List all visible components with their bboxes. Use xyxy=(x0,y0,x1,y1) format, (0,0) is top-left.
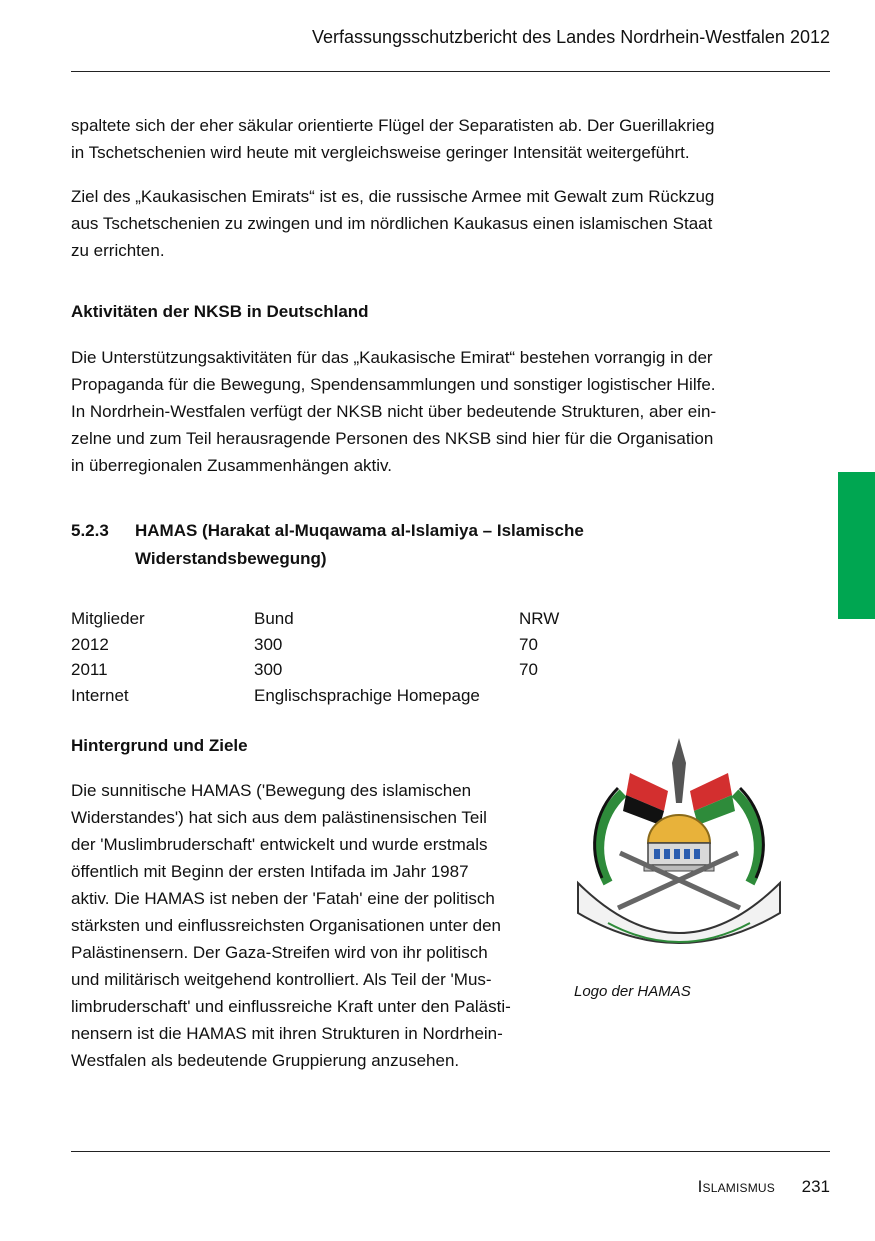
nksb-paragraph: Die Unterstützungsaktivitäten für das „Kaukasische Emirat“ bestehen vorrangig in der Propaganda für die Bewegung, Spendensammlungen und sonstiger logistischer Hilfe. In Nordrhein-Westfalen verfügt der NKSB nicht über bedeutende Strukturen, aber ein- zelne und zum Teil herausragende Personen des NKSB sind hier für die Organisation in überregionalen Zusammenhängen aktiv. xyxy=(71,348,717,475)
table-cell: Englischsprachige Homepage xyxy=(254,685,480,705)
table-cell: Internet xyxy=(71,685,129,705)
footer-chapter-label: Islamismus xyxy=(697,1177,775,1196)
table-header-cell: NRW xyxy=(519,609,560,628)
section-title: HAMAS (Harakat al-Muqawama al-Islamiya – Islamische Widerstandsbewegung) xyxy=(135,521,584,568)
page-number: 231 xyxy=(801,1177,830,1196)
table-cell: 70 xyxy=(519,634,538,654)
intro-paragraph-1: spaltete sich der eher säkular orientierte Flügel der Separatisten ab. Der Guerillakrieg in Tschetschenien wird heute mit vergleichsweise geringer Intensität weitergeführt. xyxy=(71,116,715,162)
logo-caption: Logo der HAMAS xyxy=(574,983,691,1000)
chapter-tab-marker xyxy=(838,472,875,619)
table-cell: 70 xyxy=(519,660,538,679)
table-header-cell: Bund xyxy=(254,609,294,628)
hamas-logo-image xyxy=(568,733,790,965)
background-paragraph: Die sunnitische HAMAS ('Bewegung des islamischen Widerstandes') hat sich aus dem palästinensischen Teil der 'Muslimbruderschaft' entwickelt und wurde erstmals öffentlich mit Beginn der ersten Intifada im Jahr 1987 aktiv. Die HAMAS ist neben der 'Fatah' eine der politisch stärksten und einflussreichsten Organisationen unter den Palästinensern. Der Gaza-Streifen wird von ihr politisch und militärisch weitgehend kontrolliert. Als Teil der 'Mus- limbruderschaft' und einflussreiche Kraft unter den Palästi- nensern ist die HAMAS mit ihren Strukturen in Nordrhein- Westfalen als bedeutende Gruppierung anzusehen. xyxy=(71,781,511,1070)
table-header-cell: Mitglieder xyxy=(71,609,145,628)
running-header: Verfassungsschutzbericht des Landes Nordrhein-Westfalen 2012 xyxy=(312,27,830,47)
section-number: 5.2.3 xyxy=(71,521,109,540)
nksb-heading: Aktivitäten der NKSB in Deutschland xyxy=(71,302,369,321)
table-cell: 2011 xyxy=(71,660,108,679)
header-rule xyxy=(71,71,830,72)
table-cell: 2012 xyxy=(71,634,109,654)
intro-paragraph-2: Ziel des „Kaukasischen Emirats“ ist es, die russische Armee mit Gewalt zum Rückzug aus Tschetschenien zu zwingen und im nördlichen Kaukasus einen islamischen Staat zu errichten. xyxy=(71,187,715,260)
table-cell: 300 xyxy=(254,634,283,654)
footer-rule xyxy=(71,1151,830,1152)
background-heading: Hintergrund und Ziele xyxy=(71,736,248,755)
table-cell: 300 xyxy=(254,660,283,679)
